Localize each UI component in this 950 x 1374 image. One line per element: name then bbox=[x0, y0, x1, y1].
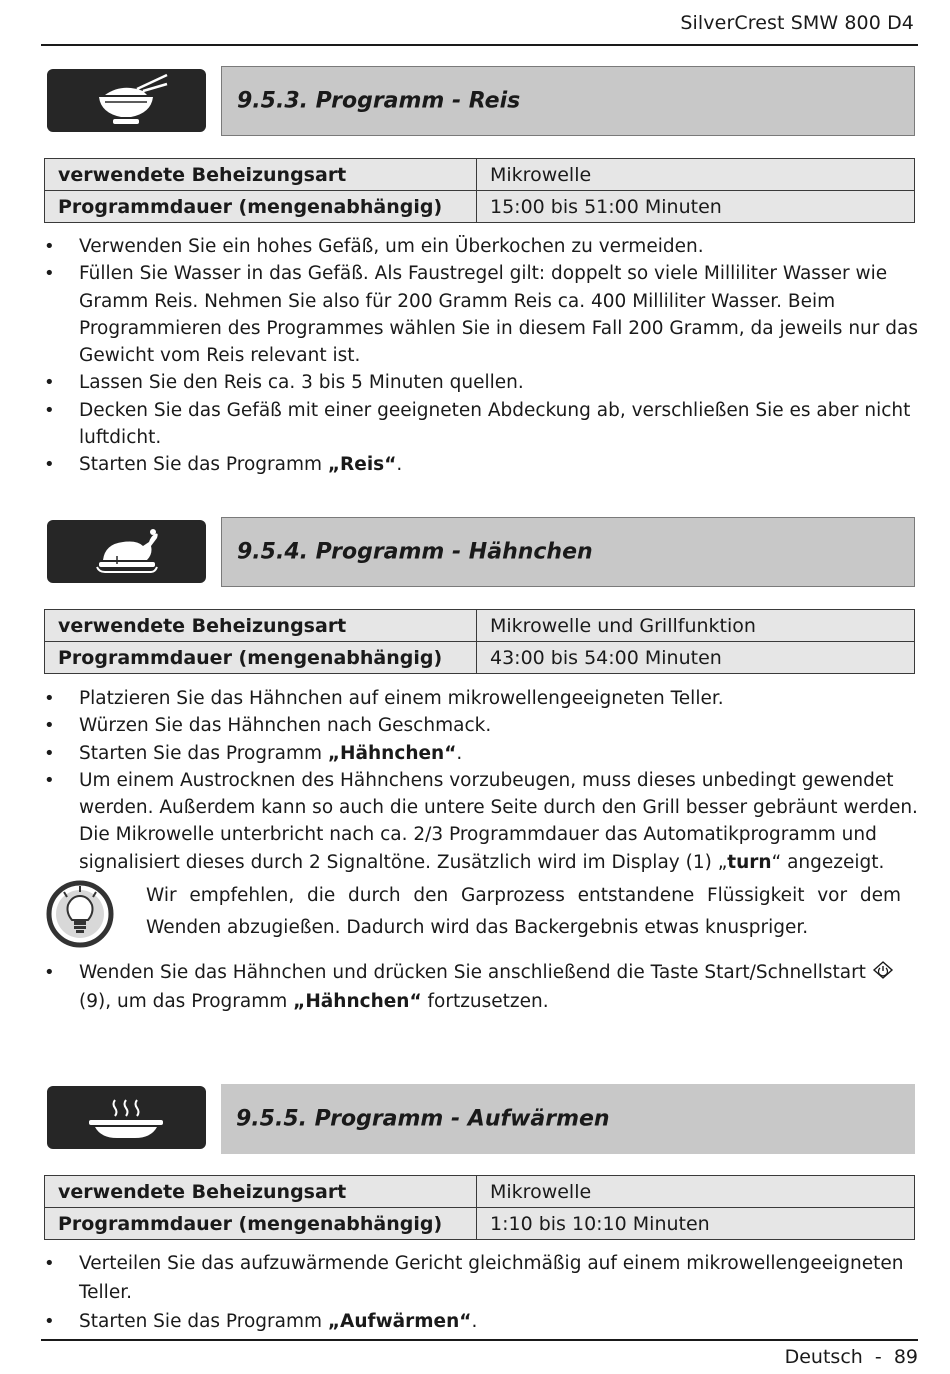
spec-key: Programmdauer (mengenabhängig) bbox=[45, 191, 477, 223]
list-item bbox=[0, 767, 950, 876]
list-item bbox=[0, 451, 950, 478]
footer-rule bbox=[41, 1339, 918, 1341]
spec-table-reis bbox=[44, 158, 915, 223]
list-item-text: (9), um das Programm bbox=[79, 991, 294, 1012]
table-row bbox=[45, 191, 915, 223]
spec-table-haehnchen bbox=[44, 609, 915, 674]
header-rule bbox=[41, 44, 918, 46]
list-item-text: Um einem Austrocknen des Hähnchens vorzubeugen, muss dieses unbedingt gewendet werden. Außerdem kann so auch die untere Seite durch den Grill besser gebräunt werden. Die Mikrowelle unterbricht nach ca. 2/3 Programmdauer das Automatikprogramm und signalisiert dieses durch 2 Signaltöne. Zusätzlich wird im Display (1) „ bbox=[79, 769, 918, 873]
table-row bbox=[45, 1176, 915, 1208]
list-item: • Würzen Sie das Hähnchen nach Geschmack. bbox=[0, 712, 950, 739]
list-item bbox=[0, 958, 950, 1016]
spec-value: Mikrowelle bbox=[477, 1176, 915, 1208]
spec-key: verwendete Beheizungsart bbox=[45, 1176, 477, 1208]
bullet-list-haehnchen-2 bbox=[0, 958, 950, 1016]
list-item-text: Wenden Sie das Hähnchen und drücken Sie anschließend die Taste Start/Schnellstart bbox=[79, 962, 872, 983]
rice-bowl-icon bbox=[47, 69, 206, 132]
bullet-list-reis bbox=[0, 233, 950, 479]
section-title-text: 9.5.3. Programm - Reis bbox=[237, 88, 521, 114]
list-item-text: fortzusetzen. bbox=[421, 991, 549, 1012]
lightbulb-icon bbox=[44, 880, 116, 948]
start-quickstart-icon bbox=[872, 960, 894, 980]
spec-value: 1:10 bis 10:10 Minuten bbox=[477, 1208, 915, 1240]
section-title-text: 9.5.4. Programm - Hähnchen bbox=[237, 539, 593, 565]
list-item: • Decken Sie das Gefäß mit einer geeigneten Abdeckung ab, verschließen Sie es aber nicht luftdicht. bbox=[0, 397, 950, 452]
list-item: • Lassen Sie den Reis ca. 3 bis 5 Minuten quellen. bbox=[0, 369, 950, 396]
list-item-text: . bbox=[456, 742, 463, 764]
spec-value: Mikrowelle und Grillfunktion bbox=[477, 610, 915, 642]
list-item bbox=[0, 740, 950, 767]
section-title-text: 9.5.5. Programm - Aufwärmen bbox=[236, 1106, 610, 1132]
list-item-text: Starten Sie das Programm bbox=[79, 1311, 328, 1332]
section-title-reis bbox=[221, 66, 915, 136]
list-item-text: . bbox=[396, 454, 403, 476]
program-name: „Reis“ bbox=[327, 454, 397, 476]
list-item: • Füllen Sie Wasser in das Gefäß. Als Faustregel gilt: doppelt so viele Milliliter Wasser wie Gramm Reis. Nehmen Sie also für 200 Gramm Reis ca. 400 Milliliter Wasser. Beim Programmieren des Programmes wählen Sie in diesem Fall 200 Gramm, da jeweils nur das Gewicht vom Reis relevant ist. bbox=[0, 260, 950, 369]
list-item-text: Starten Sie das Programm bbox=[79, 454, 328, 476]
list-item: • Verteilen Sie das aufzuwärmende Gericht gleichmäßig auf einem mikrowellengeeigneten Teller. bbox=[0, 1249, 950, 1307]
spec-key: Programmdauer (mengenabhängig) bbox=[45, 642, 477, 674]
warming-plate-icon bbox=[47, 1086, 206, 1149]
document-header: SilverCrest SMW 800 D4 bbox=[680, 12, 914, 34]
list-item-text: “ angezeigt. bbox=[771, 851, 885, 873]
table-row bbox=[45, 642, 915, 674]
table-row bbox=[45, 1208, 915, 1240]
list-item-text: Starten Sie das Programm bbox=[79, 742, 328, 764]
list-item: • Platzieren Sie das Hähnchen auf einem mikrowellengeeigneten Teller. bbox=[0, 685, 950, 712]
page-footer: Deutsch - 89 bbox=[784, 1346, 918, 1368]
table-row bbox=[45, 159, 915, 191]
tip-text: Wir empfehlen, die durch den Garprozess entstandene Flüssigkeit vor dem Wenden abzugießen. Dadurch wird das Backergebnis etwas knuspriger. bbox=[146, 885, 901, 938]
section-title-haehnchen bbox=[221, 517, 915, 587]
list-item bbox=[0, 1307, 950, 1336]
list-item-text: . bbox=[471, 1311, 478, 1332]
spec-table-aufwaermen bbox=[44, 1175, 915, 1240]
spec-value: 15:00 bis 51:00 Minuten bbox=[477, 191, 915, 223]
bullet-list-haehnchen bbox=[0, 685, 950, 876]
spec-key: verwendete Beheizungsart bbox=[45, 610, 477, 642]
spec-key: Programmdauer (mengenabhängig) bbox=[45, 1208, 477, 1240]
roast-chicken-icon bbox=[47, 520, 206, 583]
display-text: turn bbox=[727, 851, 772, 873]
table-row bbox=[45, 610, 915, 642]
spec-key: verwendete Beheizungsart bbox=[45, 159, 477, 191]
spec-value: 43:00 bis 54:00 Minuten bbox=[477, 642, 915, 674]
spec-value: Mikrowelle bbox=[477, 159, 915, 191]
list-item: • Verwenden Sie ein hohes Gefäß, um ein Überkochen zu vermeiden. bbox=[0, 233, 950, 260]
bullet-list-aufwaermen bbox=[0, 1249, 950, 1336]
section-title-aufwaermen bbox=[221, 1084, 915, 1154]
program-name: „Aufwärmen“ bbox=[327, 1311, 472, 1332]
program-name: „Hähnchen“ bbox=[293, 991, 422, 1012]
program-name: „Hähnchen“ bbox=[327, 742, 457, 764]
